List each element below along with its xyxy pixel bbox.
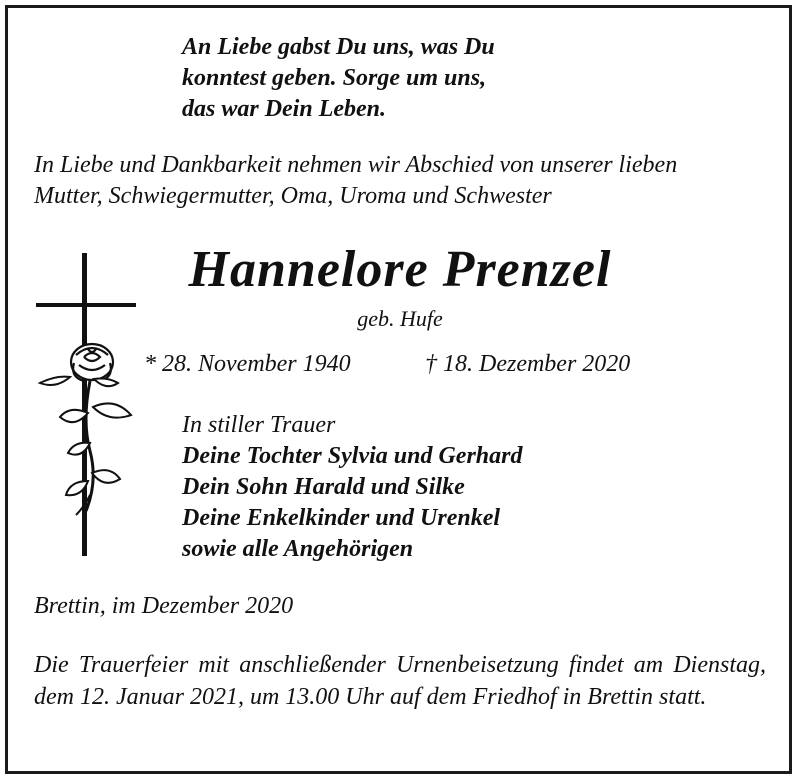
mourners-heading: In stiller Trauer bbox=[182, 412, 336, 438]
mourner-line: Deine Enkelkinder und Urenkel bbox=[182, 505, 501, 531]
deceased-name: Hannelore Prenzel bbox=[188, 241, 612, 298]
intro-line: In Liebe und Dankbarkeit nehmen wir Abschied von unserer lieben bbox=[34, 152, 678, 178]
funeral-info: Die Trauerfeier mit anschließender Urnenbeisetzung findet am Dienstag, dem 12. Januar 2021, um 13.00 Uhr auf dem Friedhof in Brettin statt. bbox=[34, 652, 766, 710]
poem-line: das war Dein Leben. bbox=[182, 96, 386, 122]
mourners-block bbox=[182, 410, 522, 565]
poem-line: An Liebe gabst Du uns, was Du bbox=[182, 34, 495, 60]
place-date: Brettin, im Dezember 2020 bbox=[34, 593, 294, 619]
mourner-line: sowie alle Angehörigen bbox=[182, 536, 414, 562]
death-date: † 18. Dezember 2020 bbox=[425, 351, 631, 377]
birth-name: geb. Hufe bbox=[357, 306, 443, 331]
birth-date: * 28. November 1940 bbox=[144, 351, 351, 377]
intro-text bbox=[34, 150, 677, 212]
poem bbox=[182, 32, 495, 125]
intro-line: Mutter, Schwiegermutter, Oma, Uroma und Schwester bbox=[34, 183, 552, 209]
mourner-line: Deine Tochter Sylvia und Gerhard bbox=[182, 443, 523, 469]
mourner-line: Dein Sohn Harald und Silke bbox=[182, 474, 465, 500]
poem-line: konntest geben. Sorge um uns, bbox=[182, 65, 487, 91]
